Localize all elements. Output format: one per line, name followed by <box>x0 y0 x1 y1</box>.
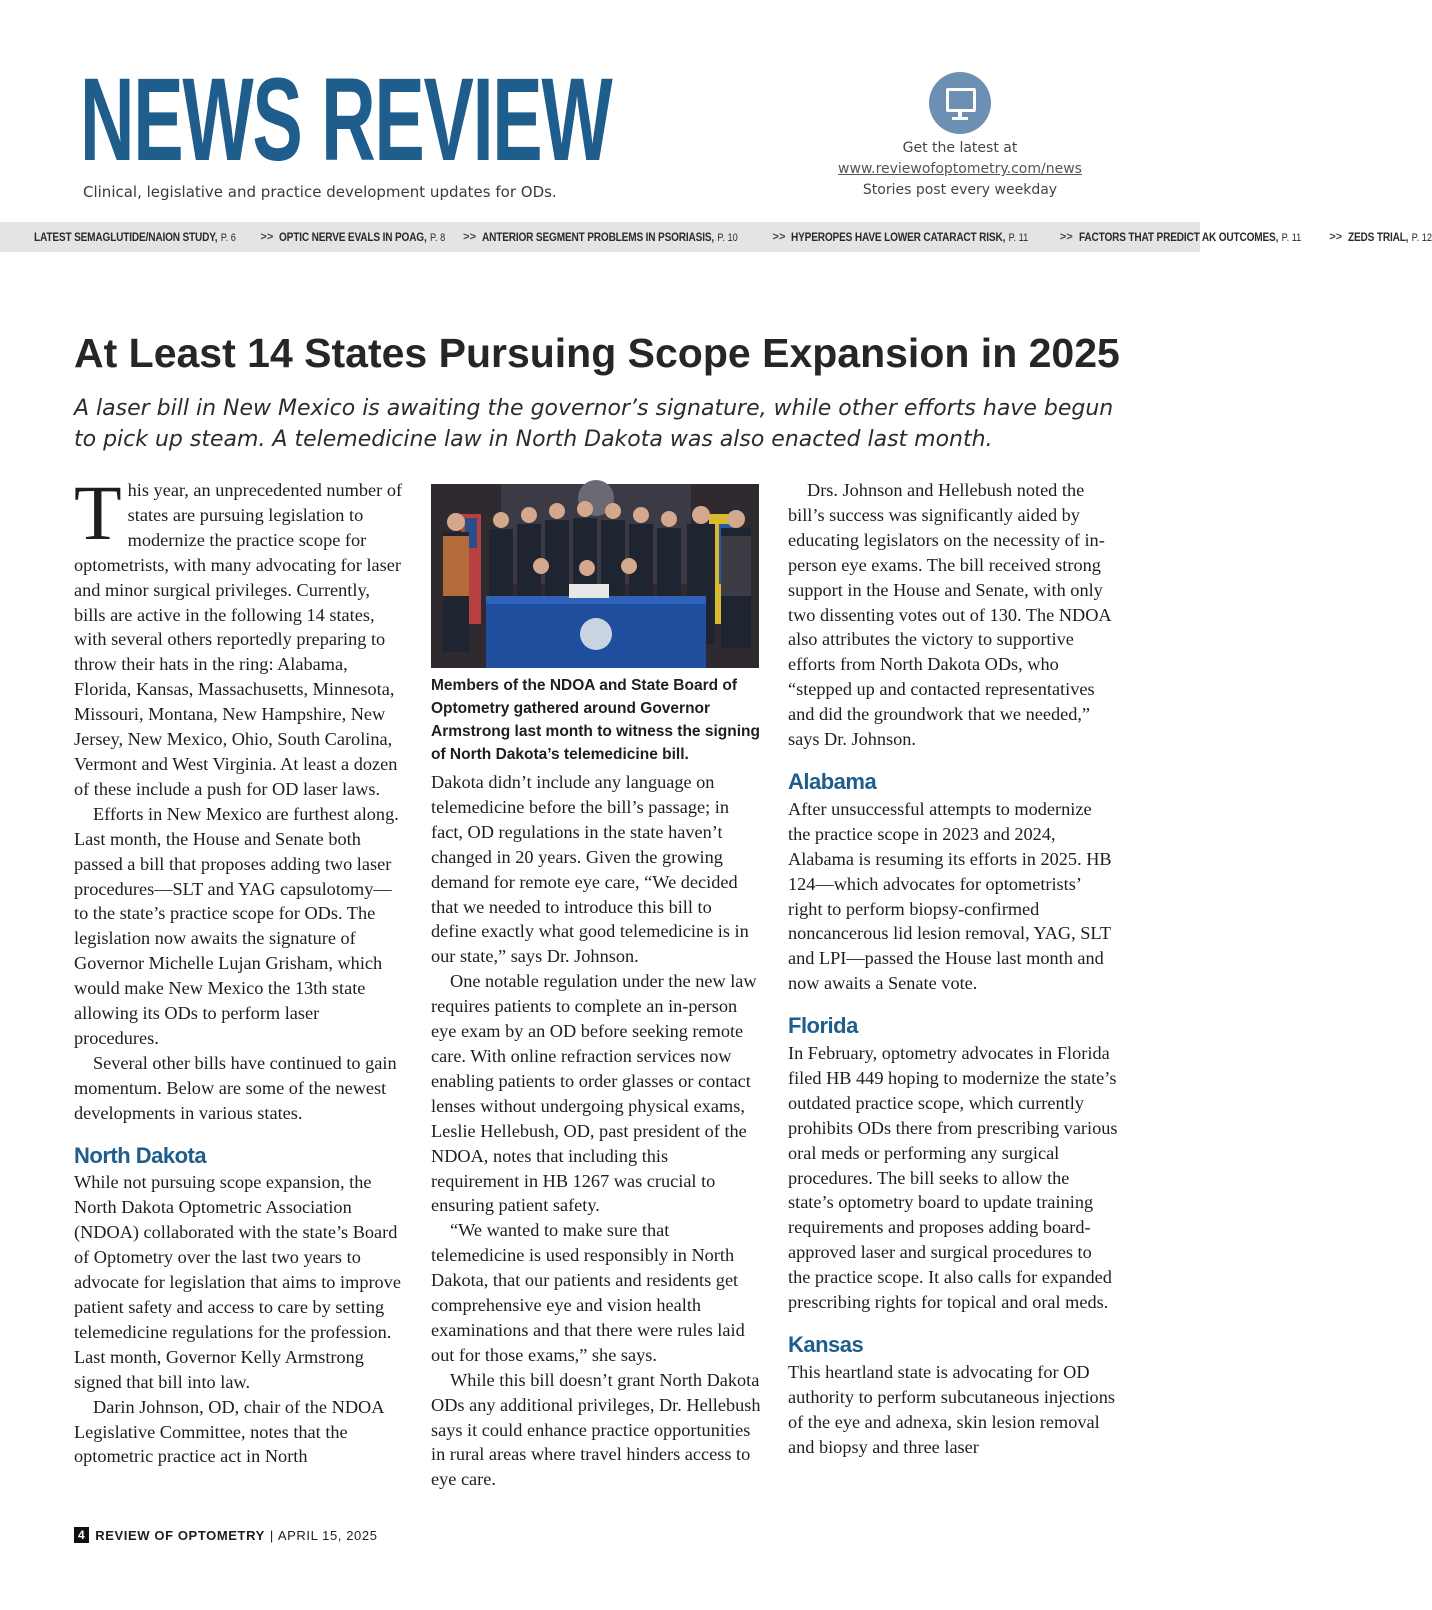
body-paragraph: This heartland state is advocating for OD authority to perform subcutaneous injections of the eye and adnexa, skin lesion removal and biopsy and three laser <box>788 1361 1115 1457</box>
teaser-item[interactable]: LATEST SEMAGLUTIDE/NAION STUDY, P. 6 <box>34 230 236 244</box>
teaser-item[interactable]: OPTIC NERVE EVALS IN POAG, P. 8 <box>279 230 446 244</box>
teaser-separator: >> <box>463 231 477 243</box>
article-column-1 <box>74 469 404 1469</box>
footer-divider: | <box>269 1527 274 1543</box>
body-paragraph: While not pursuing scope expansion, the North Dakota Optometric Association (NDOA) collaborated with the state’s Board of Optometry over the last two years to advocate for legislation that aims to improve patient safety and access to care by setting telemedicine regulations for the profession. Last month, Governor Kelly Armstrong signed that bill into law. <box>74 1172 401 1392</box>
teaser-separator: >> <box>772 231 786 243</box>
body-paragraph: Several other bills have continued to gain momentum. Below are some of the newest developments in various states. <box>74 1052 397 1123</box>
body-paragraph: Dakota didn’t include any language on telemedicine before the bill’s passage; in fact, OD regulations in the state haven’t changed in 20 years. Given the growing demand for remote eye care, “We decided that we needed to introduce this bill to define exactly what good telemedicine is in our state,” says Dr. Johnson. <box>431 772 749 967</box>
promo-link[interactable]: www.reviewofoptometry.com/news <box>838 161 1082 177</box>
body-paragraph: Efforts in New Mexico are furthest along. Last month, the House and Senate both passed a bill that proposes adding two laser procedures—SLT and YAG capsulotomy—to the state’s practice scope for ODs. The legislation now awaits the signature of Governor Michelle Lujan Grisham, which would make New Mexico the 13th state allowing its ODs to perform laser procedures. <box>74 803 399 1048</box>
teaser-bar <box>0 222 1432 252</box>
body-paragraph: “We wanted to make sure that telemedicine is used responsibly in North Dakota, that our patients and residents get comprehensive eye and vision health examinations and that there were rules laid out for those exams,” she says. <box>431 1220 745 1365</box>
drop-cap: T <box>74 469 122 556</box>
body-paragraph: Drs. Johnson and Hellebush noted the bill’s success was significantly aided by educating legislators on the necessity of in-person eye exams. The bill received strong support in the House and Senate, with only two dissenting votes out of 130. The NDOA also attributes the victory to supportive efforts from North Dakota ODs, who “stepped up and contacted representatives and did the groundwork that we needed,” says Dr. Johnson. <box>788 480 1111 750</box>
promo-line-3: Stories post every weekday <box>862 182 1058 198</box>
monitor-icon <box>929 72 991 134</box>
page-number: 4 <box>74 1527 89 1543</box>
photo-caption: Members of the NDOA and State Board of Optometry gathered around Governor Armstrong last month to witness the signing of North Dakota’s telemedicine bill. <box>431 677 760 763</box>
news-promo <box>805 72 1115 201</box>
article-deck: A laser bill in New Mexico is awaiting the governor’s signature, while other efforts have begun to pick up steam. A telemedicine law in North Dakota was also enacted last month. <box>74 396 1114 452</box>
teaser-separator: >> <box>260 231 274 243</box>
teaser-separator: >> <box>1329 231 1343 243</box>
promo-line-1: Get the latest at <box>902 140 1018 156</box>
article-column-3 <box>788 478 1118 1460</box>
issue-date: APRIL 15, 2025 <box>277 1527 378 1543</box>
teaser-item[interactable]: HYPEROPES HAVE LOWER CATARACT RISK, P. 11 <box>791 230 1029 244</box>
publication-name: REVIEW OF OPTOMETRY <box>95 1527 265 1543</box>
article-headline: At Least 14 States Pursuing Scope Expansion in 2025 <box>74 330 1120 376</box>
body-paragraph: One notable regulation under the new law requires patients to complete an in-person eye exam by an OD before seeking remote care. With online refraction services now enabling patients to order glasses or contact lenses without undergoing physical exams, Leslie Hellebush, OD, past president of the NDOA, notes that including this requirement in HB 1267 was crucial to ensuring patient safety. <box>431 971 757 1216</box>
section-heading-florida: Florida <box>788 1013 858 1039</box>
body-paragraph: After unsuccessful attempts to modernize the practice scope in 2023 and 2024, Alabama is resuming its efforts in 2025. HB 124—which advocates for optometrists’ right to perform biopsy-confirmed noncancerous lid lesion removal, YAG, SLT and LPI—passed the House last month and now awaits a Senate vote. <box>788 798 1112 994</box>
article-column-2 <box>431 770 761 1492</box>
section-heading-alabama: Alabama <box>788 768 877 794</box>
bill-signing-illustration <box>431 484 759 668</box>
section-heading-kansas: Kansas <box>788 1332 864 1357</box>
body-paragraph: This year, an unprecedented number of states are pursuing legislation to modernize the practice scope for optometrists, with many advocating for laser and minor surgical privileges. Currently, bills are active in the following 14 states, with several others reportedly preparing to throw their hats in the ring: Alabama, Florida, Kansas, Massachusetts, Minnesota, Missouri, Montana, New Hampshire, New Jersey, New Mexico, Ohio, South Carolina, Vermont and West Virginia. At least a dozen of these include a push for OD laser laws. <box>74 469 403 799</box>
body-paragraph: While this bill doesn’t grant North Dakota ODs any additional privileges, Dr. Hellebush says it could enhance practice opportunities in rural areas where travel hinders access to eye care. <box>431 1369 761 1490</box>
teaser-item[interactable]: ANTERIOR SEGMENT PROBLEMS IN PSORIASIS, P. 10 <box>482 230 738 244</box>
section-heading-north-dakota: North Dakota <box>74 1142 207 1168</box>
masthead-title: NEWS REVIEW <box>80 54 612 186</box>
teaser-item[interactable]: FACTORS THAT PREDICT AK OUTCOMES, P. 11 <box>1078 230 1302 244</box>
teaser-item[interactable]: ZEDS TRIAL, P. 12 <box>1348 230 1432 244</box>
body-paragraph: In February, optometry advocates in Florida filed HB 449 hoping to modernize the state’s outdated practice scope, which currently prohibits ODs there from prescribing various oral meds or performing any surgical procedures. The bill seeks to allow the state’s optometry board to update training requirements and proposes adding board-approved laser and surgical procedures to the practice scope. It also calls for expanded prescribing rights for topical and oral meds. <box>788 1043 1118 1313</box>
teaser-separator: >> <box>1059 231 1073 243</box>
masthead-subtitle: Clinical, legislative and practice development updates for ODs. <box>83 183 557 201</box>
body-paragraph: Darin Johnson, OD, chair of the NDOA Legislative Committee, notes that the optometric practice act in North <box>74 1396 384 1467</box>
bill-signing-photo <box>431 484 759 668</box>
page-footer <box>74 1527 378 1543</box>
